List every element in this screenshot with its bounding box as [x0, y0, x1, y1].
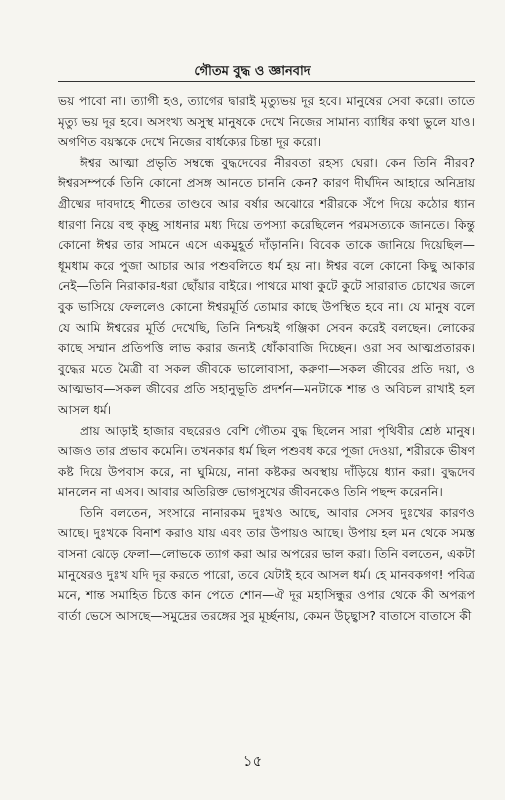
page-number: ১৫ — [242, 752, 263, 770]
body-text — [58, 91, 475, 626]
paragraph: ঈশ্বর আত্মা প্রভৃতি সম্বন্ধে বুদ্ধদেবের নীরবতা রহস্য ঘেরা। কেন তিনি নীরব? ঈশ্বরসম্পর্কে তিনি কোনো প্রসঙ্গ আনতে চাননি কেন? কারণ দীর্ঘদিন আহারে অনিদ্রায় গ্রীষ্মের দাবদাহে শীতের তাণ্ডবে আর বর্ষার অঝোরে শরীরকে সঁপে দিয়ে কঠোর ধ্যান ধারণা নিয়ে বহু কৃচ্ছ্র সাধনার মধ্য দিয়ে তপস্যা করেছিলেন পরমসত্যকে জানতে। কিন্তু কোনো ঈশ্বর তার সামনে এসে একমুহূর্ত দাঁড়াননি। বিবেক তাকে জানিয়ে দিয়েছিল—ধূমধাম করে পুজা আচার আর পশুবলিতে ধর্ম হয় না। ঈশ্বর বলে কোনো কিছু আকার নেই—তিনি নিরাকার-ধরা ছোঁয়ার বাইরে। পাথরে মাথা কুটে কুটে সারারাত চোখের জলে বুক ভাসিয়ে ফেললেও কোনো ঈশ্বরমূর্তি তোমার কাছে উপস্থিত হবে না। যে মানুষ বলে যে আমি ঈশ্বরের মূর্তি দেখেছি, তিনি নিশ্চয়ই গঞ্জিকা সেবন করেই বলছেন। লোকের কাছে সম্মান প্রতিপত্তি লাভ করার জন্যই ধোঁকাবাজি দিচ্ছেন। ওরা সব আত্মপ্রতারক। বুদ্ধের মতে মৈত্রী বা সকল জীবকে ভালোবাসা, করুণা—সকল জীবের প্রতি দয়া, ও আত্মভাব—সকল জীবের প্রতি সহানুভূতি প্রদর্শন—মনটাকে শান্ত ও অবিচল রাখাই হল আসল ধর্ম। — [58, 155, 475, 417]
running-head: গৌতম বুদ্ধ ও জ্ঞানবাদ — [194, 64, 311, 79]
paragraph: তিনি বলতেন, সংসারে নানারকম দুঃখও আছে, আবার সেসব দুঃখের কারণও আছে। দুঃখকে বিনাশ করাও যায় এবং তার উপায়ও আছে। উপায় হল মন থেকে সমস্ত বাসনা ঝেড়ে ফেলা—লোভকে ত্যাগ করা আর অপরের ভাল করা। তিনি বলতেন, একটা মানুষেরও দুঃখ যদি দূর করতে পারো, তবে যেটাই হবে আসল ধর্ম। হে মানবকগণ! পবিত্র মনে, শান্ত সমাহিত চিত্তে কান পেতে শোন—ঐ দূর মহাসিন্ধুর ওপার থেকে কী অপরূপ বার্তা ভেসে আসছে—সমুদ্রের তরঙ্গের সুর মূর্চ্ছনায়, কেমন উচ্ছ্বাস? বাতাসে বাতাসে কী — [58, 505, 475, 623]
paragraph: ভয় পাবো না। ত্যাগী হও, ত্যাগের দ্বারাই মৃত্যুভয় দূর হবে। মানুষের সেবা করো। তাতে মৃত্যু ভয় দূর হবে। অসংখ্য অসুস্থ মানুষকে দেখে নিজের সামান্য ব্যাধির কথা ভুলে যাও। অগণিত বয়স্ককে দেখে নিজের বার্ধক্যের চিন্তা দূর করো। — [58, 94, 475, 150]
header-rule — [58, 81, 475, 82]
paragraph: প্রায় আড়াই হাজার বছরেরও বেশি গৌতম বুদ্ধ ছিলেন সারা পৃথিবীর শ্রেষ্ঠ মানুষ। আজও তার প্রভাব কমেনি। তখনকার ধর্ম ছিল পশুবধ করে পূজা দেওয়া, শরীরকে ভীষণ কষ্ট দিয়ে উপবাস করে, না ঘুমিয়ে, নানা কষ্টকর অবস্থায় দাঁড়িয়ে ধ্যান করা। বুদ্ধদেব মানলেন না এসব। আবার অতিরিক্ত ভোগসুখের জীবনকেও তিনি পছন্দ করেননি। — [58, 423, 476, 500]
